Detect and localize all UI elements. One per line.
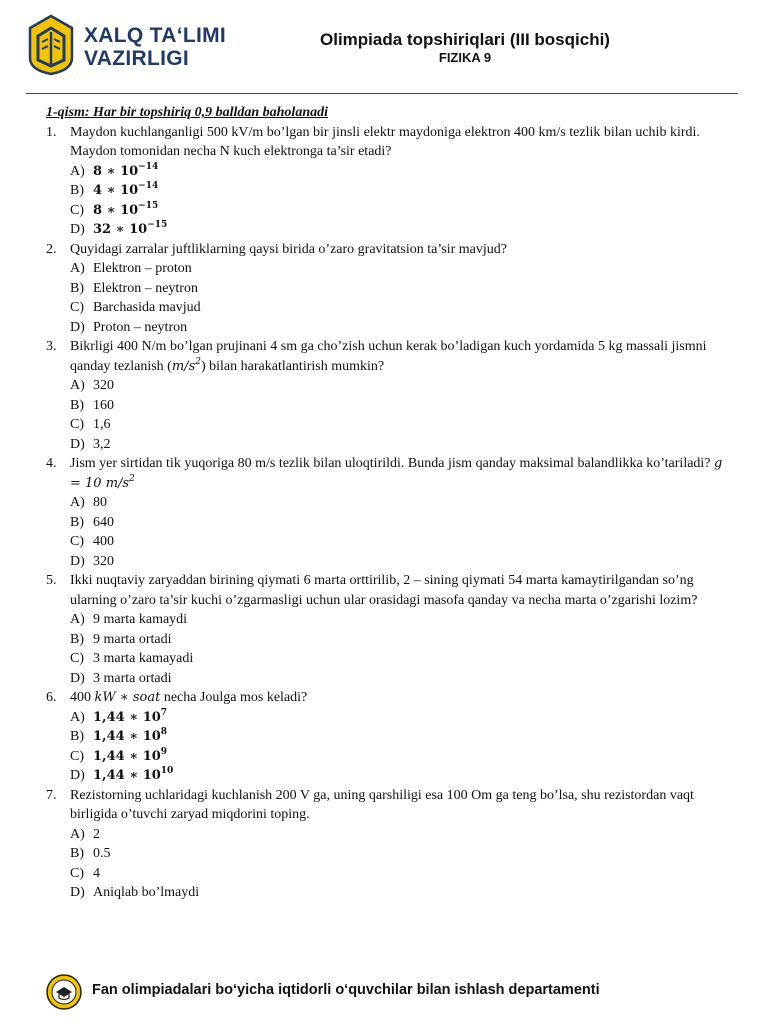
question-text: Rezistorning uchlaridagi kuchlanish 200 V ga, uning qarshiligi esa 100 Om ga teng bo’lsa, shu rezistordan vaqt birligida o’tuvchi zaryad miqdorini toping.: [70, 787, 694, 822]
math-expr: g = 10 m/s: [70, 456, 723, 491]
ministry-logo-icon: [26, 14, 76, 76]
option-value: [93, 181, 158, 201]
option-text: Elektron – neytron: [93, 280, 198, 296]
option-text: 320: [93, 553, 114, 569]
question-3: [46, 337, 726, 376]
option-1b: [46, 181, 726, 201]
option-text: 400: [93, 534, 114, 549]
option-label: D): [70, 436, 85, 452]
question-number: 7.: [46, 787, 57, 803]
question-text-before: 400: [70, 690, 95, 705]
option-base: 1,44 ∗ 10: [93, 748, 161, 764]
option-label: B): [70, 183, 84, 198]
option-text: 0.5: [93, 846, 111, 861]
option-label: D): [70, 768, 85, 783]
question-text: Ikki nuqtaviy zaryaddan birining qiymati 6 marta orttirilib, 2 – sining qiymati 54 marta kamaytirilgandan so’ng ularning o’zaro ta’sir kuchi o’zgarmasligi uchun ular orasidagi masofa qanday va necha marta o’zgarishi lozim?: [70, 573, 698, 608]
question-number: 1.: [46, 124, 57, 140]
header-divider: [26, 93, 738, 94]
option-label: C): [70, 534, 84, 549]
option-label: A): [70, 163, 85, 179]
option-text: Elektron – proton: [93, 261, 192, 276]
option-base: 4 ∗ 10: [93, 183, 139, 198]
option-5d: [46, 669, 726, 689]
option-base: 8 ∗ 10: [93, 202, 139, 218]
option-label: D): [70, 670, 85, 686]
option-2b: [46, 279, 726, 299]
option-text: Aniqlab bo’lmaydi: [93, 885, 200, 900]
section-title: 1-qism: Har bir topshiriq 0,9 balldan baholanadi: [46, 105, 328, 120]
question-text-before: Jism yer sirtidan tik yuqoriga 80 m/s tezlik bilan uloqtirildi. Bunda jism qanday maksimal balandlikka ko’tariladi?: [70, 456, 715, 471]
math-expr: m/s: [171, 358, 196, 374]
question-list: [46, 103, 726, 903]
question-math: [171, 356, 201, 374]
question-number: 6.: [46, 690, 57, 705]
option-text: 3 marta kamayadi: [93, 651, 194, 666]
option-label: C): [70, 651, 84, 666]
option-label: C): [70, 748, 84, 764]
option-value: [93, 708, 167, 728]
question-2: [46, 240, 726, 260]
question-7: [46, 786, 726, 825]
option-3a: [46, 376, 726, 396]
option-text: 3,2: [93, 436, 111, 452]
question-text: [70, 454, 726, 493]
option-label: A): [70, 612, 85, 627]
option-4d: [46, 552, 726, 572]
option-value: [93, 162, 158, 182]
option-label: B): [70, 397, 84, 413]
question-number: 3.: [46, 339, 57, 354]
option-label: B): [70, 514, 84, 530]
option-5c: [46, 649, 726, 669]
option-base: 1,44 ∗ 10: [93, 729, 161, 744]
option-text: 640: [93, 514, 114, 530]
option-6c: [46, 747, 726, 767]
option-label: A): [70, 826, 85, 842]
question-number: 4.: [46, 456, 57, 471]
option-label: B): [70, 729, 84, 744]
option-6a: [46, 708, 726, 728]
page-subtitle: FIZIKA 9: [438, 50, 492, 65]
option-6b: [46, 727, 726, 747]
option-text: 9 marta kamaydi: [93, 612, 188, 627]
question-6: [46, 688, 726, 708]
option-value: [93, 747, 167, 767]
option-label: B): [70, 846, 84, 861]
question-text-after: necha Joulga mos keladi?: [160, 690, 308, 705]
option-exponent: 8: [160, 727, 168, 737]
math-exponent: 2: [129, 473, 135, 484]
page-footer: [46, 972, 746, 1012]
question-text: Quyidagi zarralar juftliklarning qaysi birida o’zaro gravitatsion ta’sir mavjud?: [70, 241, 507, 257]
option-exponent: −14: [138, 181, 159, 191]
option-7b: [46, 844, 726, 864]
option-base: 32 ∗ 10: [93, 222, 148, 237]
question-text-before: Bikrligi 400 N/m bo’lgan prujinani 4 sm ga cho’zish uchun kerak bo’ladigan kuch yordamida 5 kg massali jismni qanday tezlanish (: [70, 339, 707, 374]
option-text: 3 marta ortadi: [93, 670, 172, 686]
ministry-line-2: VAZIRLIGI: [84, 47, 189, 70]
option-2d: [46, 318, 726, 338]
option-label: D): [70, 885, 85, 900]
question-4: [46, 454, 726, 493]
ministry-name: [84, 24, 226, 70]
option-4c: [46, 532, 726, 552]
option-3c: [46, 415, 726, 435]
option-text: 2: [93, 826, 100, 842]
option-base: 8 ∗ 10: [93, 163, 139, 179]
question-text: [70, 337, 726, 376]
question-text-after: ) bilan harakatlantirish mumkin?: [200, 358, 385, 374]
option-label: C): [70, 865, 84, 881]
option-2c: [46, 298, 726, 318]
ministry-line-1: XALQ TAʻLIMI: [84, 24, 227, 47]
question-text: Maydon kuchlanganligi 500 kV/m bo’lgan bir jinsli elektr maydoniga elektron 400 km/s tezlik bilan uchib kirdi. Maydon tomonidan necha N kuch elektronga ta’sir etadi?: [70, 124, 700, 159]
option-3d: [46, 435, 726, 455]
option-4a: [46, 493, 726, 513]
page-title: Olimpiada topshiriqlari (III bosqichi): [320, 30, 610, 49]
option-label: A): [70, 495, 85, 510]
option-exponent: −15: [147, 220, 168, 230]
option-exponent: −15: [138, 200, 159, 211]
option-1c: [46, 201, 726, 221]
question-text: [70, 688, 726, 708]
option-4b: [46, 513, 726, 533]
option-2a: [46, 259, 726, 279]
option-value: [93, 727, 167, 747]
option-label: C): [70, 300, 84, 315]
option-label: D): [70, 222, 85, 237]
question-5: [46, 571, 726, 610]
option-label: B): [70, 280, 84, 296]
option-6d: [46, 766, 726, 786]
option-exponent: 10: [160, 766, 174, 776]
option-label: A): [70, 709, 85, 725]
question-number: 2.: [46, 241, 57, 257]
option-label: D): [70, 319, 85, 335]
option-text: 160: [93, 397, 114, 413]
option-7d: [46, 883, 726, 903]
option-3b: [46, 396, 726, 416]
option-exponent: 9: [160, 746, 168, 757]
option-base: 1,44 ∗ 10: [93, 709, 161, 725]
option-exponent: 7: [160, 707, 168, 718]
title-block: [300, 30, 630, 66]
option-text: 9 marta ortadi: [93, 631, 172, 647]
option-label: D): [70, 553, 85, 569]
option-label: B): [70, 631, 84, 647]
option-label: C): [70, 202, 84, 218]
option-text: 320: [93, 378, 114, 393]
option-text: 1,6: [93, 417, 111, 432]
option-base: 1,44 ∗ 10: [93, 768, 161, 783]
question-1: [46, 123, 726, 162]
option-label: C): [70, 417, 84, 432]
option-text: 80: [93, 495, 107, 510]
option-value: [93, 220, 167, 240]
option-1d: [46, 220, 726, 240]
department-seal-icon: [46, 974, 82, 1010]
option-label: A): [70, 261, 85, 276]
option-exponent: −14: [138, 161, 159, 172]
option-7a: [46, 825, 726, 845]
option-7c: [46, 864, 726, 884]
option-5a: [46, 610, 726, 630]
page-header: [0, 0, 768, 92]
option-value: [93, 766, 173, 786]
option-label: A): [70, 378, 85, 393]
question-math: kW ∗ soat: [94, 690, 161, 705]
option-text: Proton – neytron: [93, 319, 188, 335]
option-text: Barchasida mavjud: [93, 300, 201, 315]
option-value: [93, 201, 158, 221]
question-number: 5.: [46, 573, 57, 588]
footer-text: Fan olimpiadalari bo‘yicha iqtidorli o‘quvchilar bilan ishlash departamenti: [92, 982, 600, 998]
option-1a: [46, 162, 726, 182]
math-exponent: 2: [195, 356, 201, 367]
option-text: 4: [93, 865, 100, 881]
option-5b: [46, 630, 726, 650]
